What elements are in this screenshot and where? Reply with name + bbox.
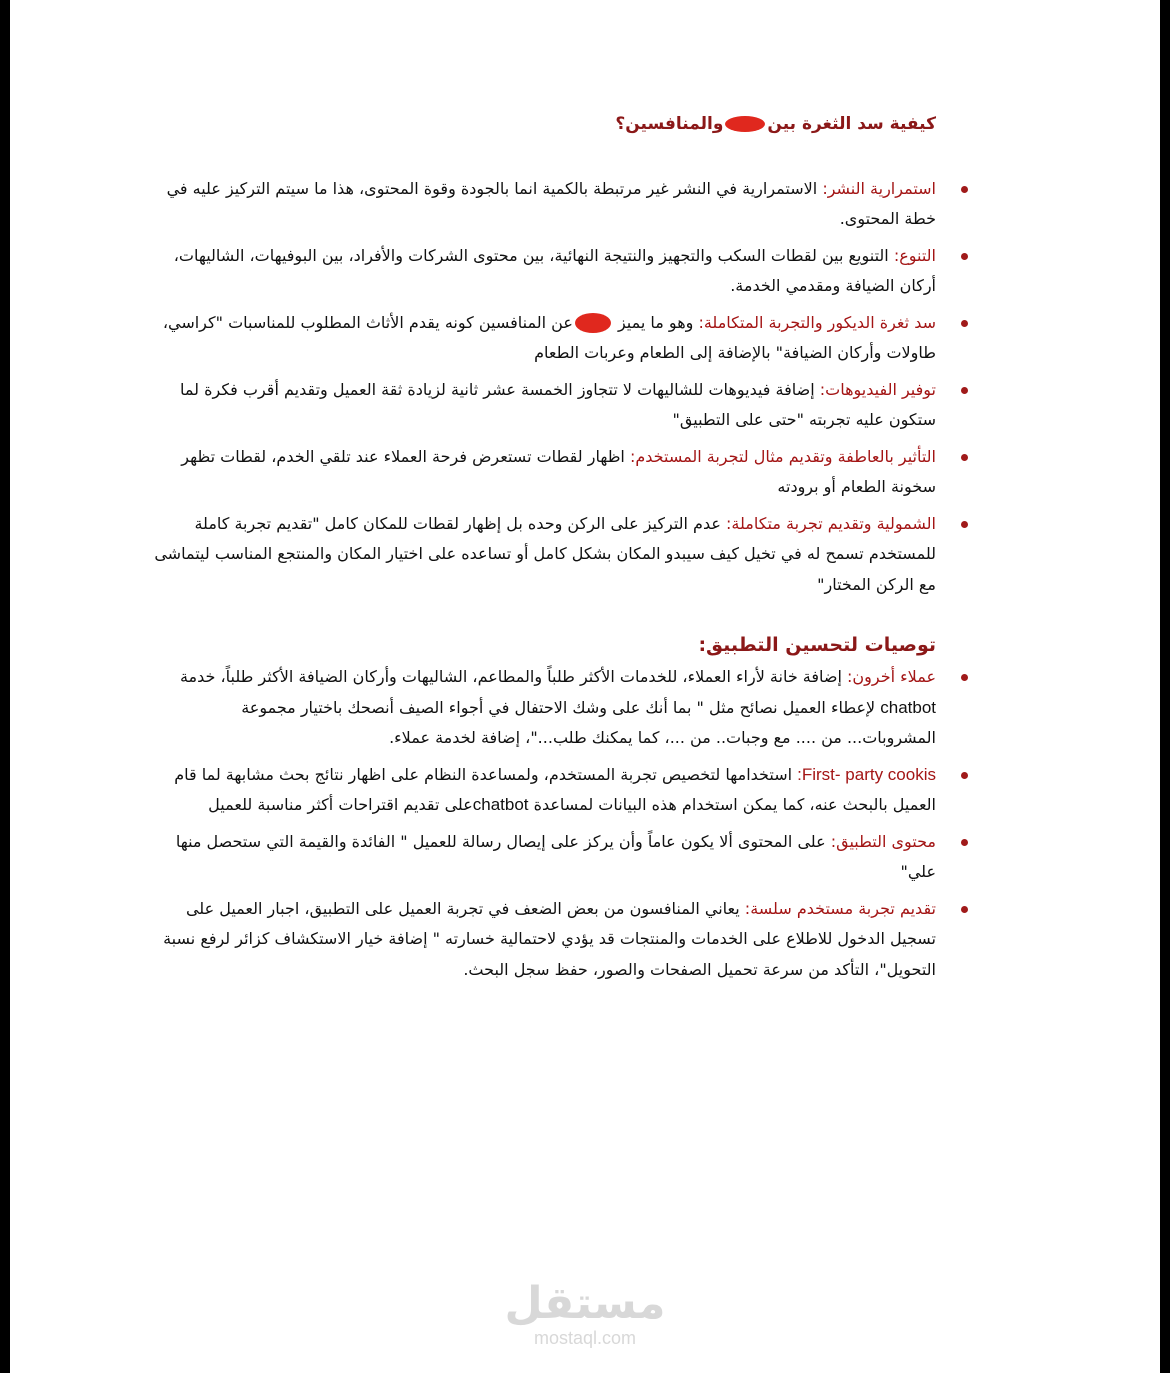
- bullet-icon: [961, 253, 968, 260]
- item-body-end: لإعطاء العميل نصائح مثل " بما أنك على وشك الاحتفال في أجواء الصيف أنصحك باختيار مجموعة المشروبات... من .... مع وجبات.. من ...، كما يمكنك طلب..."، إضافة لخدمة عملاء.: [241, 697, 936, 748]
- bullet-icon: [961, 772, 968, 779]
- bullet-icon: [961, 320, 968, 327]
- watermark-url: mostaql.com: [533, 1328, 637, 1348]
- item-body: اظهار لقطات تستعرض فرحة العملاء عند تلقي الخدم، لقطات تظهر سخونة الطعام أو برودته: [181, 446, 936, 496]
- list-item: [150, 760, 936, 821]
- item-body: عدم التركيز على الركن وحده بل إظهار لقطات للمكان كامل "تقديم تجربة كاملة للمستخدم تسمح له في تخيل كيف سيبدو المكان بشكل كامل أو تساعده على اختيار المكان والمنتجع المناسب ليتماشى مع الركن المختار": [154, 513, 936, 594]
- list-item: [150, 827, 936, 888]
- recommendations-list: [150, 662, 936, 985]
- item-body-start: استخدامها لتخصيص تجربة المستخدم، ولمساعدة النظام على اظهار نتائج بحث مشابهة لما قام العميل بالبحث عنه، كما يمكن استخدام هذه البيانات لمساعدة: [174, 764, 936, 815]
- item-body-start: إضافة خانة لأراء العملاء، للخدمات الأكثر طلباً والمطاعم، الشاليهات وأركان الضيافة الأكثر طلباً، خدمة: [179, 667, 848, 687]
- item-body: الاستمرارية في النشر غير مرتبطة بالكمية انما بالجودة وقوة المحتوى، هذا ما سيتم التركيز عليه في خطة المحتوى.: [166, 178, 936, 228]
- item-body-start: وهو ما يميز: [617, 312, 699, 332]
- list-item: [150, 241, 936, 302]
- item-lead: تقديم تجربة مستخدم سلسة:: [744, 898, 936, 918]
- list-item: [150, 174, 936, 235]
- watermark: [10, 1280, 1160, 1349]
- item-lead: First- party cookis:: [797, 764, 936, 784]
- document-page: [10, 0, 1160, 1373]
- list-item: [150, 894, 936, 986]
- list-item: [150, 308, 936, 369]
- list-item: [150, 662, 936, 754]
- watermark-logo: مستقل: [504, 1278, 666, 1329]
- title-start: كيفية سد الثغرة بين: [767, 114, 936, 134]
- bullet-icon: [961, 186, 968, 193]
- item-body: على المحتوى ألا يكون عاماً وأن يركز على إيصال رسالة للعميل " الفائدة والقيمة التي ستحصل منها علي": [175, 831, 936, 882]
- gap-list: [150, 174, 936, 601]
- list-item: [150, 375, 936, 436]
- chatbot-term: chatbot: [880, 697, 936, 717]
- bullet-icon: [961, 674, 968, 681]
- item-lead: الشمولية وتقديم تجربة متكاملة:: [725, 513, 936, 533]
- item-body: يعاني المنافسون من بعض الضعف في تجربة العميل على التطبيق، اجبار العميل على تسجيل الدخول للاطلاع على الخدمات والمنتجات قد يؤدي لاحتمالية خسارته " إضافة خيار الاستكشاف كزائر لرفع نسبة التحويل"، التأكد من سرعة تحميل الصفحات والصور، حفظ سجل البحث.: [163, 898, 936, 979]
- item-lead: محتوى التطبيق:: [830, 831, 936, 851]
- list-item: [150, 509, 936, 601]
- redaction-mark: [725, 116, 765, 132]
- item-body-end: على تقديم اقتراحات أكثر مناسبة للعميل: [208, 795, 473, 815]
- redaction-mark: [575, 313, 611, 333]
- document-body: [150, 112, 936, 991]
- item-lead: استمرارية النشر:: [822, 178, 936, 198]
- list-item: [150, 442, 936, 503]
- section-heading: توصيات لتحسين التطبيق:: [698, 634, 936, 656]
- item-body: التنويع بين لقطات السكب والتجهيز والنتيجة النهائية، بين محتوى الشركات والأفراد، بين البوفيهات، الشاليهات، أركان الضيافة ومقدمي الخدمة.: [173, 245, 936, 295]
- chatbot-term: chatbot: [472, 795, 529, 815]
- bullet-icon: [961, 454, 968, 461]
- item-lead: عملاء أخرون:: [847, 667, 936, 687]
- bullet-icon: [961, 521, 968, 528]
- item-lead: توفير الفيديوهات:: [819, 379, 936, 399]
- title-end: والمنافسين؟: [615, 114, 724, 134]
- item-body: إضافة فيديوهات للشاليهات لا تتجاوز الخمسة عشر ثانية لزيادة ثقة العميل وتقديم أقرب فكرة لما ستكون عليه تجربته "حتى على التطبيق": [180, 379, 936, 429]
- bullet-icon: [961, 906, 968, 913]
- item-body-end: عن المنافسين كونه يقدم الأثاث المطلوب للمناسبات "كراسي، طاولات وأركان الضيافة" بالإضافة إلى الطعام وعربات الطعام: [162, 312, 936, 362]
- item-lead: سد ثغرة الديكور والتجربة المتكاملة:: [698, 312, 936, 332]
- item-lead: التأثير بالعاطفة وتقديم مثال لتجربة المستخدم:: [629, 446, 936, 466]
- document-title: [150, 112, 936, 138]
- bullet-icon: [961, 387, 968, 394]
- item-lead: التنوع:: [893, 245, 936, 265]
- bullet-icon: [961, 839, 968, 846]
